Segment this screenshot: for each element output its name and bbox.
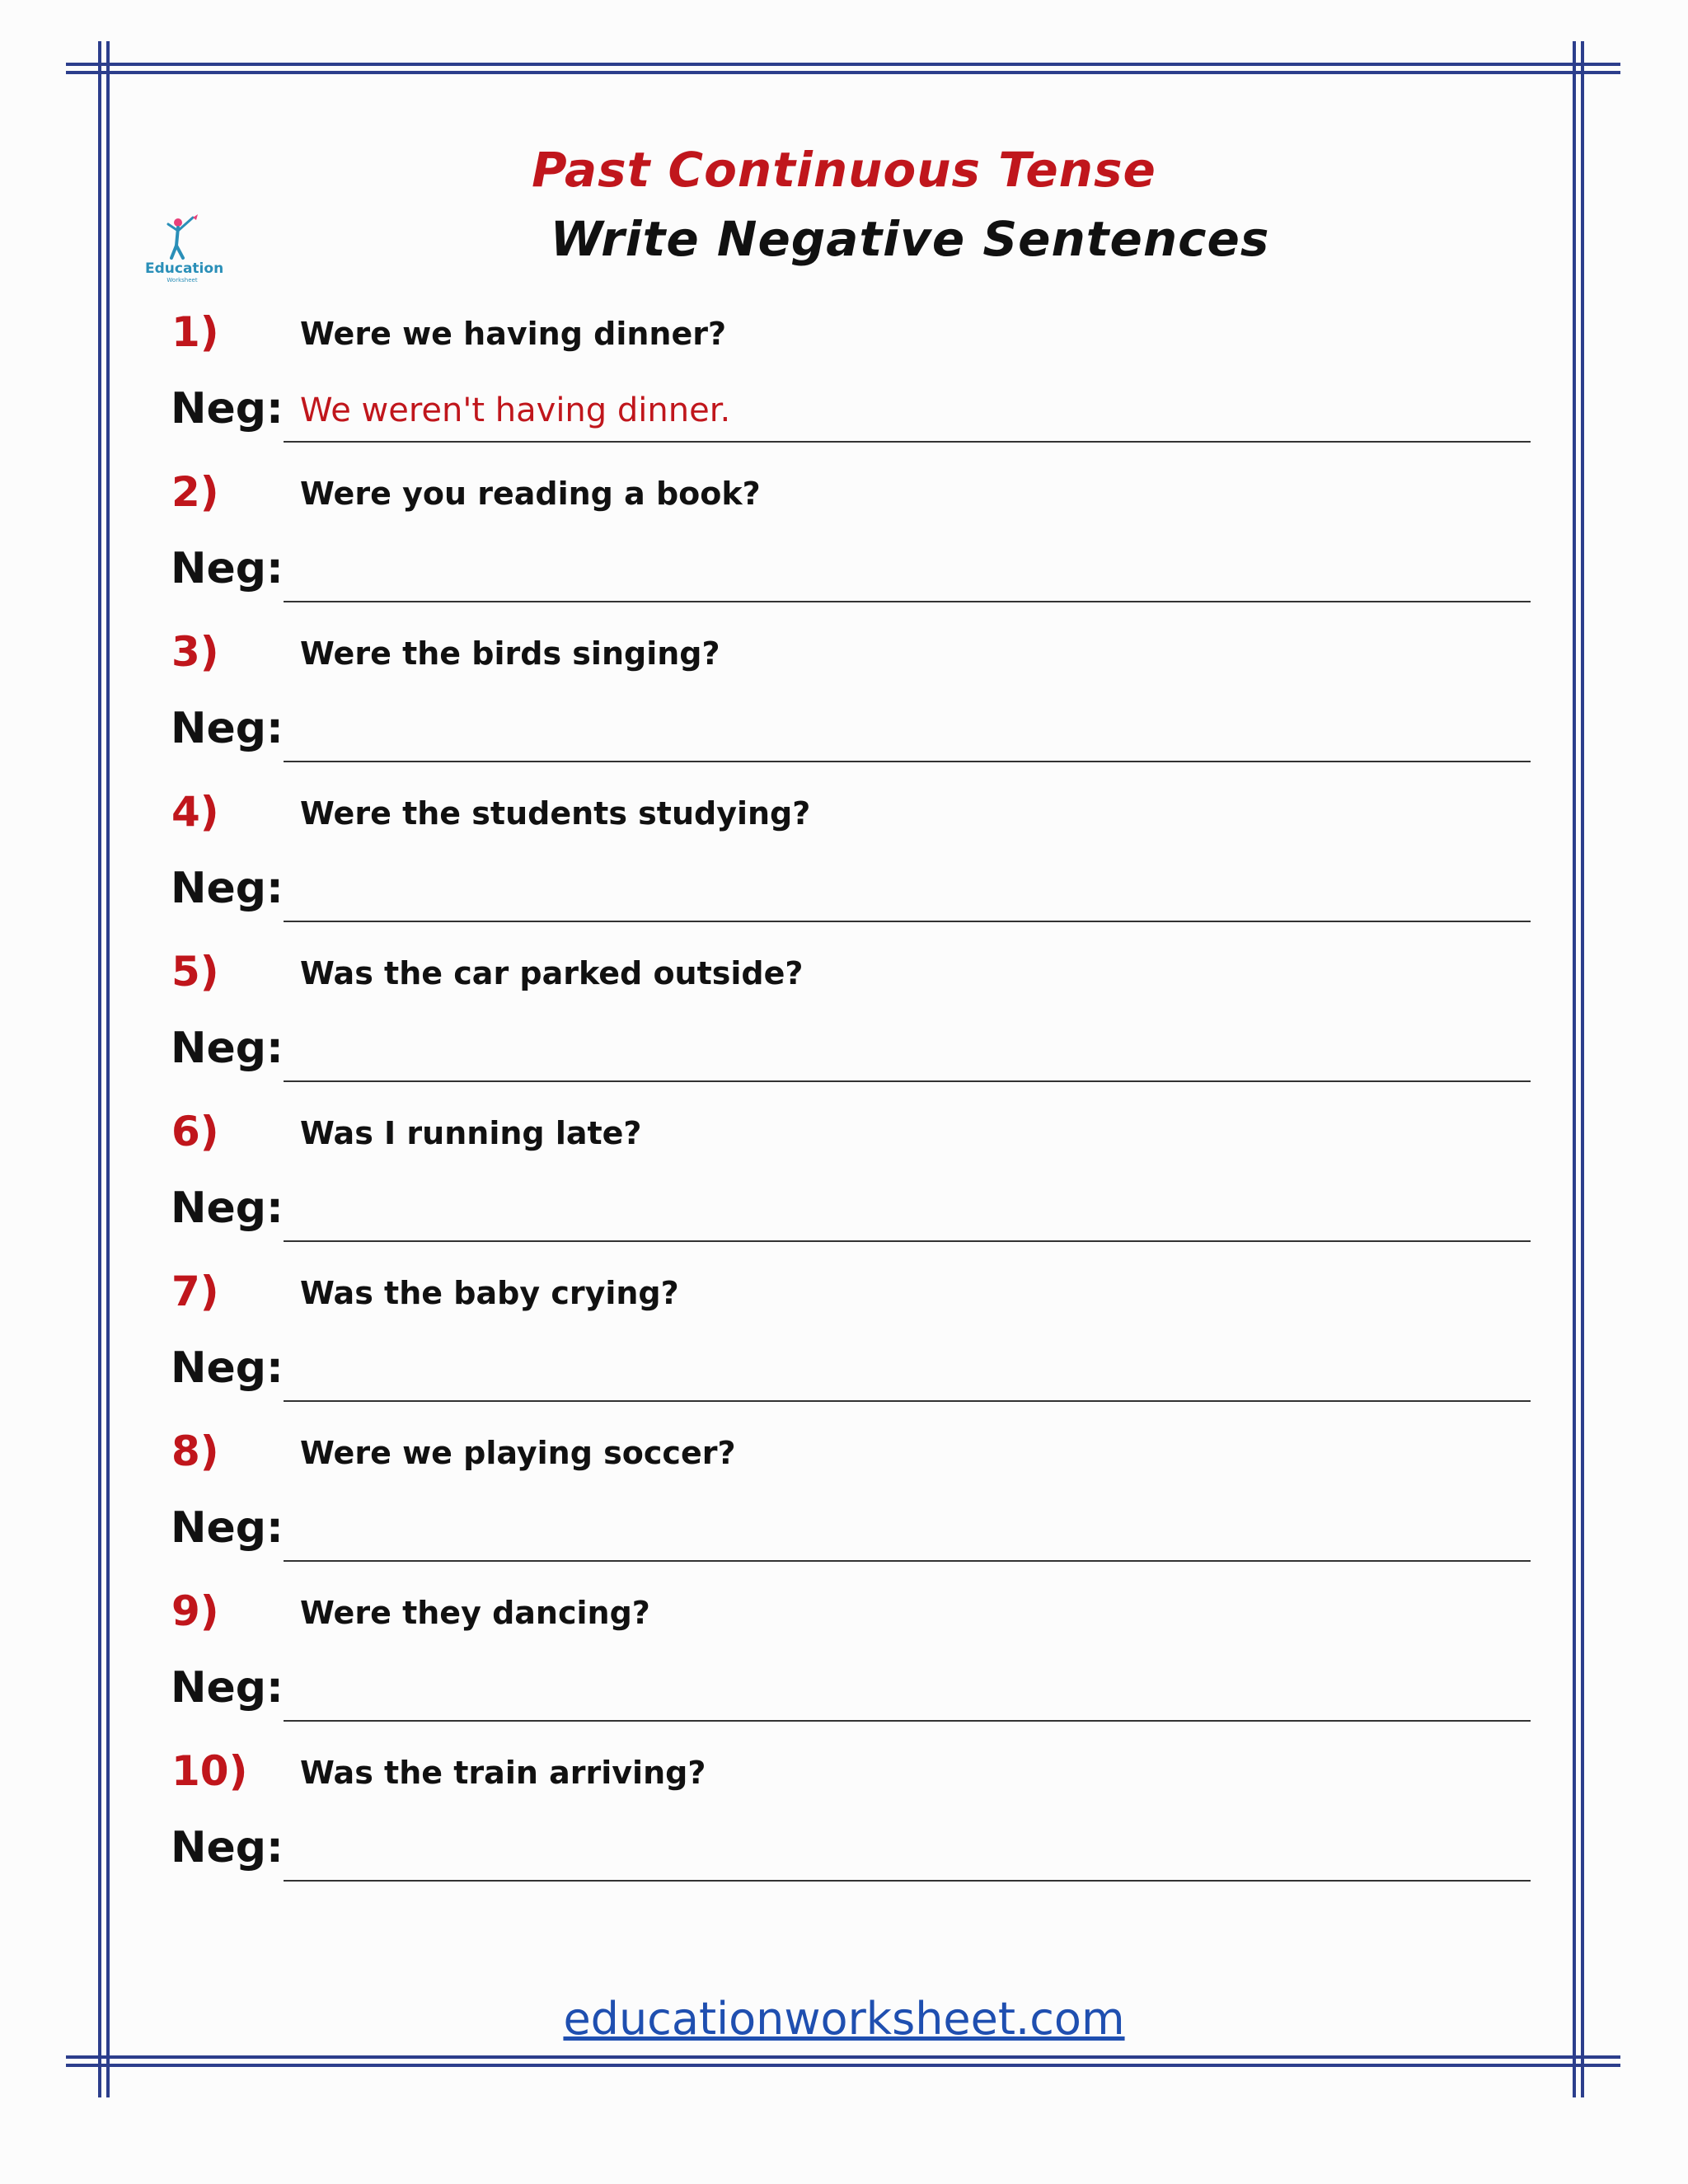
answer-line [284, 1080, 1531, 1082]
question-item [0, 468, 1688, 632]
answer-line [284, 1560, 1531, 1562]
neg-label: Neg: [171, 1024, 284, 1073]
answer-line [284, 441, 1531, 443]
question-item [0, 628, 1688, 792]
neg-label: Neg: [171, 1823, 284, 1872]
question-text: Were they dancing? [300, 1595, 650, 1631]
question-text: Were the students studying? [300, 795, 811, 832]
question-text: Was the train arriving? [300, 1755, 706, 1791]
worksheet-title: Past Continuous Tense [532, 142, 1156, 198]
question-number: 3) [171, 628, 219, 676]
question-item [0, 948, 1688, 1112]
answer-line [284, 1880, 1531, 1882]
neg-label: Neg: [171, 1343, 284, 1393]
question-text: Were we having dinner? [300, 316, 727, 352]
question-number: 4) [171, 788, 219, 836]
question-number: 2) [171, 468, 219, 516]
neg-label: Neg: [171, 544, 284, 593]
question-number: 5) [171, 948, 219, 996]
answer-line [284, 761, 1531, 762]
answer-line [284, 1240, 1531, 1242]
question-item [0, 1747, 1688, 1911]
question-number: 7) [171, 1268, 219, 1315]
neg-label: Neg: [171, 1183, 284, 1233]
question-number: 9) [171, 1587, 219, 1635]
answer-field[interactable]: We weren't having dinner. [300, 391, 731, 429]
answer-line [284, 601, 1531, 602]
question-text: Was I running late? [300, 1115, 642, 1151]
question-text: Was the car parked outside? [300, 955, 804, 991]
answer-line [284, 1720, 1531, 1722]
question-text: Were we playing soccer? [300, 1435, 736, 1471]
neg-label: Neg: [171, 704, 284, 753]
question-text: Was the baby crying? [300, 1275, 679, 1311]
neg-label: Neg: [171, 1503, 284, 1553]
question-item [0, 1108, 1688, 1272]
question-item [0, 1427, 1688, 1591]
question-number: 10) [171, 1747, 248, 1795]
answer-line [284, 921, 1531, 922]
neg-label: Neg: [171, 384, 284, 434]
logo-name: Education [145, 260, 224, 277]
question-item [0, 1268, 1688, 1432]
answer-line [284, 1400, 1531, 1402]
worksheet-subtitle: Write Negative Sentences [550, 211, 1270, 267]
neg-label: Neg: [171, 1663, 284, 1713]
question-item [0, 1587, 1688, 1751]
footer-website-link[interactable]: educationworksheet.com [563, 1993, 1125, 2045]
question-number: 1) [171, 308, 219, 356]
question-item [0, 788, 1688, 952]
question-number: 8) [171, 1427, 219, 1475]
neg-label: Neg: [171, 864, 284, 913]
question-text: Were you reading a book? [300, 476, 761, 512]
question-item [0, 308, 1688, 472]
logo-tagline: Worksheet [166, 277, 198, 284]
question-number: 6) [171, 1108, 219, 1155]
question-text: Were the birds singing? [300, 635, 720, 672]
